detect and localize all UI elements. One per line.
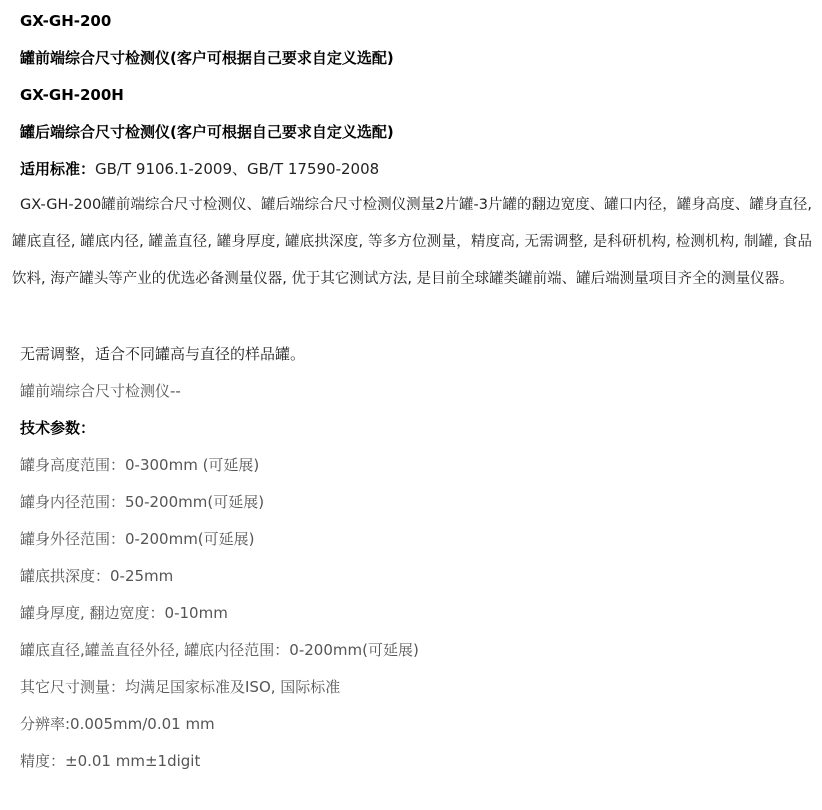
applicable-standard — [20, 159, 379, 179]
adjustment-note: 无需调整，适合不同罐高与直径的样品罐。 — [20, 345, 306, 363]
spec-item: 分辨率:0.005mm/0.01 mm — [20, 715, 215, 733]
standard-value: GB/T 9106.1-2009、GB/T 17590-2008 — [95, 160, 380, 178]
standard-label: 适用标准： — [20, 160, 96, 178]
spec-item: 罐身高度范围：0-300mm (可延展) — [20, 456, 260, 474]
spec-item: 精度：±0.01 mm±1digit — [20, 752, 201, 770]
spec-item: 罐底拱深度：0-25mm — [20, 567, 174, 585]
tech-params-heading: 技术参数： — [20, 419, 96, 437]
back-end-tester-title: 罐后端综合尺寸检测仪(客户可根据自己要求自定义选配) — [20, 123, 394, 141]
spec-item: 罐身内径范围：50-200mm(可延展) — [20, 493, 265, 511]
model-title-back: GX-GH-200H — [20, 86, 124, 104]
spec-item: 罐身外径范围：0-200mm(可延展) — [20, 530, 255, 548]
spec-item: 罐身厚度, 翻边宽度：0-10mm — [20, 604, 228, 622]
spec-item: 其它尺寸测量：均满足国家标准及ISO, 国际标准 — [20, 678, 341, 696]
spec-item: 罐底直径,罐盖直径外径, 罐底内径范围：0-200mm(可延展) — [20, 641, 419, 659]
product-line-label: 罐前端综合尺寸检测仪-- — [20, 382, 181, 400]
front-end-tester-title: 罐前端综合尺寸检测仪(客户可根据自己要求自定义选配) — [20, 49, 394, 67]
description-paragraph: GX-GH-200罐前端综合尺寸检测仪、罐后端综合尺寸检测仪测量2片罐-3片罐的翻边宽度、罐口内径，罐身高度、罐身直径, 罐底直径, 罐底内径, 罐盖直径, 罐身厚度, 罐底拱深度, 等多方位测量，精度高, 无需调整, 是科研机构, 检测机构, 制罐, 食品饮料, 海产罐头等产业的优选必备测量仪器, 优于其它测试方法, 是目前全球罐类罐前端、罐后端测量项目齐全的测量仪器。 — [12, 197, 812, 287]
model-title-front: GX-GH-200 — [20, 12, 112, 30]
